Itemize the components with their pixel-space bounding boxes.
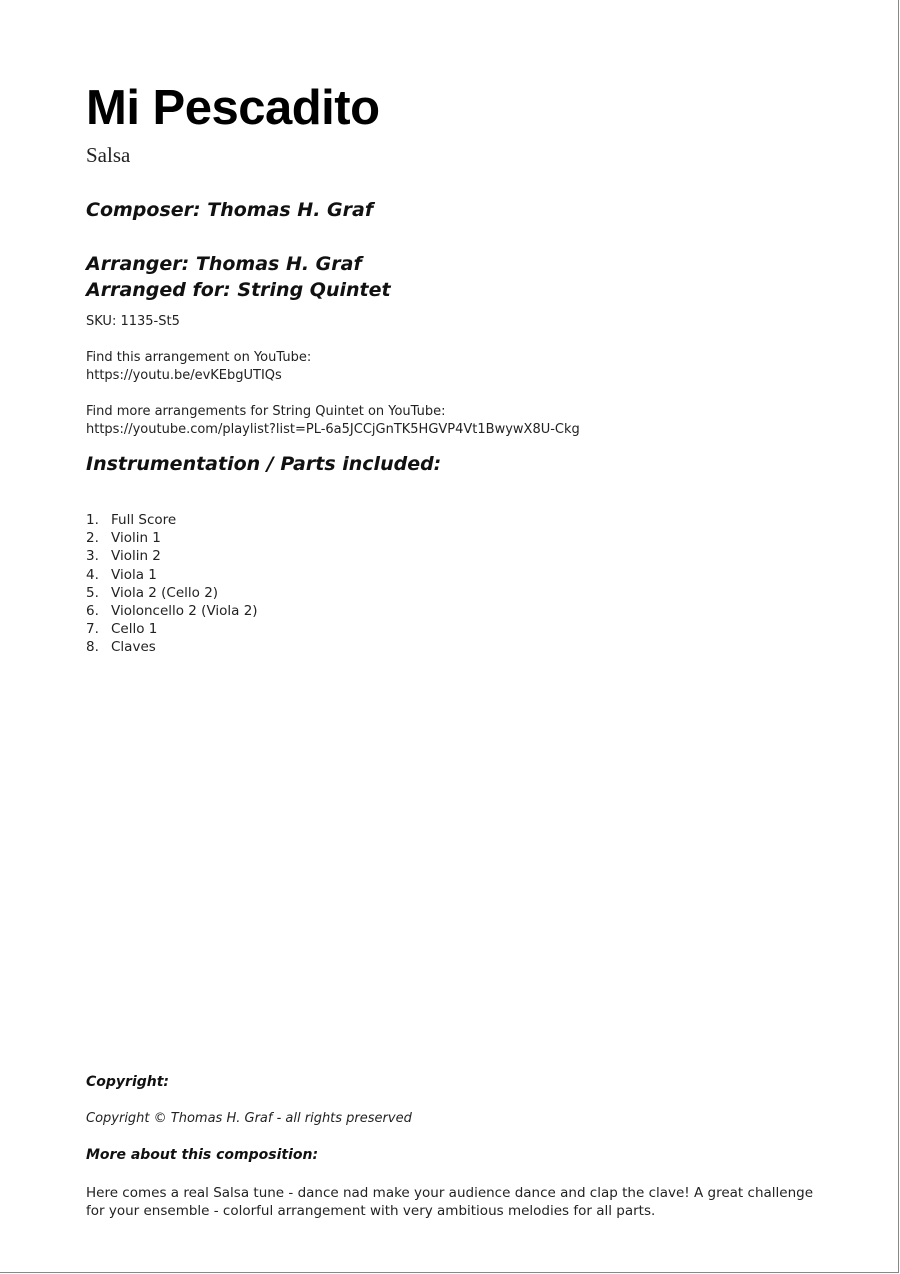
- list-item-number: 1.: [86, 512, 99, 528]
- list-item-label: Viola 1: [111, 566, 157, 583]
- list-item-number: 4.: [86, 566, 99, 583]
- arranged-for-line: Arranged for: String Quintet: [86, 279, 391, 301]
- youtube-link[interactable]: https://youtu.be/evKEbgUTIQs: [86, 368, 282, 383]
- sku-text: SKU: 1135-St5: [86, 314, 180, 329]
- playlist-link[interactable]: https://youtube.com/playlist?list=PL-6a5JCCjGnTK5HGVP4Vt1BwywX8U-Ckg: [86, 422, 580, 437]
- composition-description: Here comes a real Salsa tune - dance nad make your audience dance and clap the clave! A great challenge for your ensemble - colorful arrangement with very ambitious melodies for all parts.: [86, 1185, 814, 1219]
- youtube-label: Find this arrangement on YouTube:: [86, 350, 312, 365]
- list-item: [86, 584, 258, 602]
- instrumentation-heading: Instrumentation / Parts included:: [86, 453, 442, 475]
- list-item-label: Cello 1: [111, 621, 158, 638]
- list-item: [86, 620, 258, 638]
- copyright-heading: Copyright:: [86, 1074, 170, 1090]
- parts-list: [86, 511, 258, 657]
- list-item-label: Viola 2 (Cello 2): [111, 584, 219, 601]
- list-item: [86, 529, 258, 547]
- list-item-number: 7.: [86, 621, 99, 638]
- list-item-label: Violin 1: [111, 530, 161, 547]
- arranger-line: Arranger: Thomas H. Graf: [86, 253, 362, 275]
- list-item-label: Violoncello 2 (Viola 2): [111, 602, 258, 619]
- list-item-label: Claves: [111, 639, 156, 656]
- list-item-number: 3.: [86, 548, 99, 565]
- list-item-label: Full Score: [111, 512, 177, 528]
- more-about-heading: More about this composition:: [86, 1147, 319, 1163]
- list-item: [86, 511, 258, 529]
- list-item-label: Violin 2: [111, 548, 161, 565]
- playlist-label: Find more arrangements for String Quintet on YouTube:: [86, 404, 446, 419]
- page-subtitle: Salsa: [86, 143, 131, 167]
- list-item-number: 2.: [86, 530, 99, 547]
- composer-line: Composer: Thomas H. Graf: [86, 199, 374, 221]
- list-item: [86, 566, 258, 584]
- list-item: [86, 638, 258, 656]
- list-item: [86, 602, 258, 620]
- copyright-text: Copyright © Thomas H. Graf - all rights preserved: [86, 1111, 412, 1126]
- list-item-number: 5.: [86, 584, 99, 601]
- list-item-number: 8.: [86, 639, 99, 656]
- list-item: [86, 547, 258, 565]
- page-title: Mi Pescadito: [86, 81, 380, 135]
- list-item-number: 6.: [86, 602, 99, 619]
